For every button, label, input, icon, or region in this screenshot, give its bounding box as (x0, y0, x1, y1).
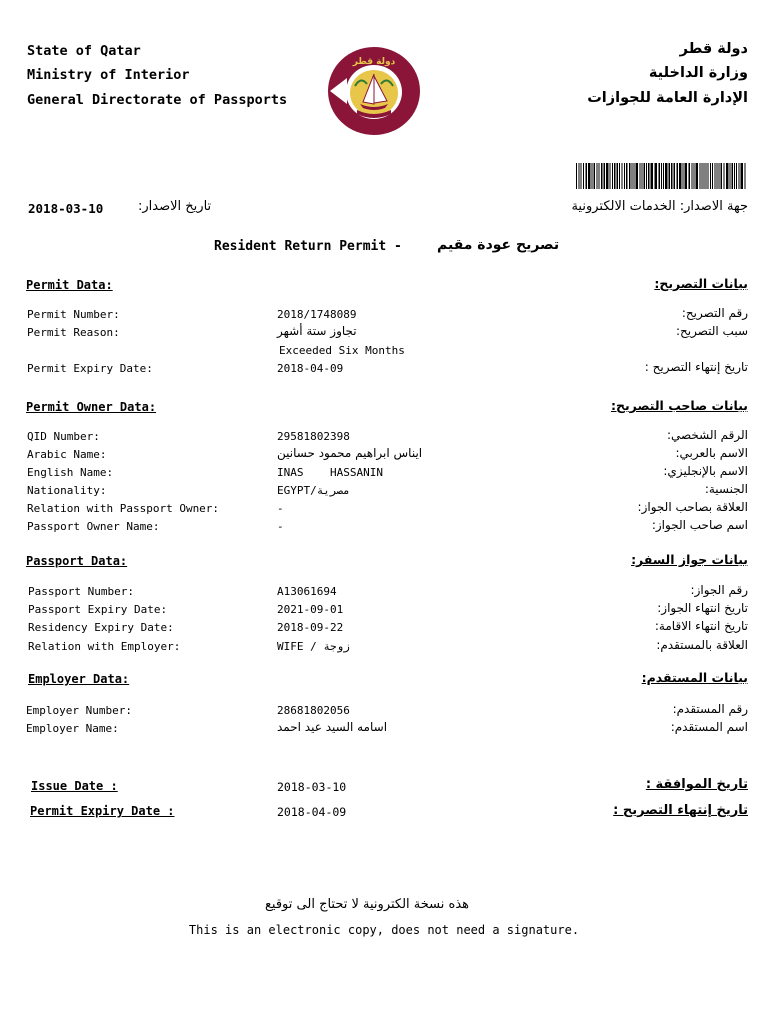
arabic-name-label: Arabic Name: (27, 448, 107, 461)
barcode-bar (674, 163, 676, 189)
issue-date-label: تاريخ الاصدار: (138, 199, 212, 214)
permit-number-label: Permit Number: (27, 308, 120, 321)
barcode-bar (636, 163, 639, 189)
relation-owner-label-ar: العلاقة بصاحب الجواز: (637, 500, 748, 514)
barcode-bar (586, 163, 588, 189)
relation-employer-value: WIFE / زوجة (277, 640, 350, 653)
relation-owner-value: - (277, 502, 284, 515)
employer-number-label: Employer Number: (26, 704, 132, 717)
arabic-name-value: ايناس ابراهيم محمود حسانين (277, 446, 423, 460)
barcode-bar (663, 163, 664, 189)
barcode-bar (594, 163, 596, 189)
barcode-bar (730, 163, 731, 189)
barcode-bar (683, 163, 684, 189)
passport-data-heading-ar: بيانات جواز السفر: (631, 552, 748, 567)
english-name-label-ar: الاسم بالإنجليزي: (663, 464, 748, 478)
issue-date-value: 2018-03-10 (28, 201, 104, 216)
barcode-bar (745, 163, 746, 189)
barcode-bar (610, 163, 611, 189)
barcode-bar (583, 163, 584, 189)
barcode-bar (592, 163, 593, 189)
qid-label-ar: الرقم الشخصي: (666, 428, 748, 442)
barcode-bar (739, 163, 740, 189)
barcode-bar (715, 163, 716, 189)
passport-expiry-label: Passport Expiry Date: (28, 603, 168, 616)
barcode-bar (741, 163, 744, 189)
arabic-name-label-ar: الاسم بالعربي: (675, 446, 748, 460)
english-name-label: English Name: (27, 466, 114, 479)
passport-number-label: Passport Number: (28, 585, 134, 598)
barcode-bar (632, 163, 633, 189)
barcode-bar (671, 163, 673, 189)
barcode-bar (629, 163, 631, 189)
barcode-bar (726, 163, 729, 189)
nationality-label: Nationality: (27, 484, 107, 497)
residency-expiry-value: 2018-09-22 (277, 621, 344, 634)
summary-expiry-label-ar: تاريخ إنتهاء التصريح : (613, 803, 748, 818)
residency-expiry-label-ar: تاريخ انتهاء الاقامة: (654, 619, 748, 633)
barcode-bar (732, 163, 734, 189)
barcode-bar (614, 163, 616, 189)
barcode-bar (706, 163, 707, 189)
barcode-bar (606, 163, 609, 189)
relation-owner-label: Relation with Passport Owner: (27, 502, 220, 515)
barcode-bar (617, 163, 619, 189)
permit-reason-label-ar: سبب التصريح: (675, 324, 748, 338)
passport-expiry-label-ar: تاريخ انتهاء الجواز: (657, 601, 748, 615)
employer-data-heading: Employer Data: (28, 672, 130, 686)
barcode-bar (619, 163, 620, 189)
barcode-bar (581, 163, 582, 189)
barcode-bar (588, 163, 591, 189)
barcode-bar (724, 163, 725, 189)
header-ar-ministry: وزارة الداخلية (648, 65, 748, 81)
employer-data-heading-ar: بيانات المستقدم: (641, 670, 748, 685)
barcode-bar (661, 163, 662, 189)
barcode-bar (700, 163, 701, 189)
barcode-bar (646, 163, 647, 189)
passport-owner-name-value: - (277, 520, 284, 533)
barcode-bar (655, 163, 658, 189)
permit-expiry-label: Permit Expiry Date: (27, 362, 153, 375)
passport-data-heading: Passport Data: (26, 554, 128, 568)
passport-number-label-ar: رقم الجواز: (690, 583, 748, 597)
employer-name-label: Employer Name: (26, 722, 119, 735)
barcode-bar (710, 163, 711, 189)
summary-issue-value: 2018-03-10 (277, 780, 347, 794)
barcode-bar (694, 163, 695, 189)
qid-label: QID Number: (27, 430, 100, 443)
barcode-bar (634, 163, 635, 189)
residency-expiry-label: Residency Expiry Date: (28, 621, 174, 634)
summary-expiry-label: Permit Expiry Date : (30, 804, 175, 818)
owner-data-heading: Permit Owner Data: (26, 400, 157, 414)
barcode-bar (689, 163, 691, 189)
state-seal-icon (327, 46, 421, 136)
english-name-value: INAS HASSANIN (277, 466, 383, 479)
barcode-bar (736, 163, 737, 189)
permit-expiry-label-ar: تاريخ إنتهاء التصريح : (644, 360, 748, 374)
barcode-bar (702, 163, 703, 189)
barcode-bar (692, 163, 693, 189)
employer-number-value: 28681802056 (277, 704, 350, 717)
document-title-en: Resident Return Permit - (214, 239, 402, 254)
barcode-bar (696, 163, 699, 189)
barcode-bar (640, 163, 641, 189)
issuing-authority: جهة الاصدار: الخدمات الالكترونية (571, 199, 748, 214)
permit-number-value: 2018/1748089 (277, 308, 357, 321)
passport-number-value: A13061694 (277, 585, 337, 598)
barcode-bar (659, 163, 661, 189)
permit-data-heading: Permit Data: (26, 278, 113, 292)
relation-employer-label-ar: العلاقة بالمستقدم: (656, 638, 748, 652)
barcode-bar (717, 163, 718, 189)
passport-owner-name-label: Passport Owner Name: (27, 520, 160, 533)
summary-expiry-value: 2018-04-09 (277, 805, 347, 819)
barcode-bar (685, 163, 688, 189)
barcode-bar (704, 163, 705, 189)
barcode-bar (734, 163, 735, 189)
owner-data-heading-ar: بيانات صاحب التصريح: (610, 398, 748, 413)
barcode-bar (597, 163, 598, 189)
header-ar-state: دولة قطر (679, 41, 748, 57)
employer-number-label-ar: رقم المستقدم: (672, 702, 748, 716)
barcode-bar (579, 163, 580, 189)
barcode-bar (665, 163, 668, 189)
permit-number-label-ar: رقم التصريح: (681, 306, 748, 320)
document-title-ar: تصريح عودة مقيم (437, 237, 560, 253)
nationality-label-ar: الجنسية: (704, 482, 748, 496)
barcode-bar (708, 163, 709, 189)
barcode-bar (626, 163, 628, 189)
barcode-bar (712, 163, 713, 189)
barcode-bar (648, 163, 650, 189)
header-en-state: State of Qatar (27, 43, 141, 59)
barcode-bar (576, 163, 577, 189)
barcode-bar (651, 163, 654, 189)
header-ar-directorate: الإدارة العامة للجوازات (587, 90, 748, 106)
barcode-bar (604, 163, 606, 189)
relation-employer-label: Relation with Employer: (28, 640, 181, 653)
passport-owner-name-label-ar: اسم صاحب الجواز: (651, 518, 748, 532)
nationality-value: EGYPT/مصرية (277, 484, 350, 497)
permit-reason-label: Permit Reason: (27, 326, 120, 339)
barcode-bar (719, 163, 720, 189)
barcode-bar (679, 163, 682, 189)
permit-reason-value-ar: تجاوز ستة أشهر (277, 324, 357, 338)
qid-value: 29581802398 (277, 430, 350, 443)
header-en-ministry: Ministry of Interior (27, 67, 190, 83)
barcode-bar (644, 163, 646, 189)
permit-reason-value-en: Exceeded Six Months (279, 344, 405, 357)
employer-name-value: اسامه السيد عيد احمد (277, 720, 388, 734)
barcode-bar (721, 163, 723, 189)
barcode-bar (642, 163, 643, 189)
summary-issue-label-ar: تاريخ الموافقة : (645, 777, 748, 792)
barcode-bar (622, 163, 623, 189)
barcode-bar (601, 163, 603, 189)
barcode-bar (612, 163, 613, 189)
barcode-bar (624, 163, 625, 189)
permit-expiry-value: 2018-04-09 (277, 362, 344, 375)
passport-expiry-value: 2021-09-01 (277, 603, 344, 616)
footer-note-ar: هذه نسخة الكترونية لا تحتاج الى توقيع (265, 897, 469, 912)
barcode-bar (669, 163, 671, 189)
permit-data-heading-ar: بيانات التصريح: (654, 276, 748, 291)
barcode-bar (677, 163, 679, 189)
employer-name-label-ar: اسم المستقدم: (670, 720, 748, 734)
summary-issue-label: Issue Date : (31, 779, 118, 793)
header-en-directorate: General Directorate of Passports (27, 92, 288, 108)
barcode (576, 163, 748, 189)
seal-text: دولة قطر (352, 57, 396, 67)
barcode-bar (599, 163, 600, 189)
footer-note-en: This is an electronic copy, does not need a signature. (188, 923, 580, 937)
